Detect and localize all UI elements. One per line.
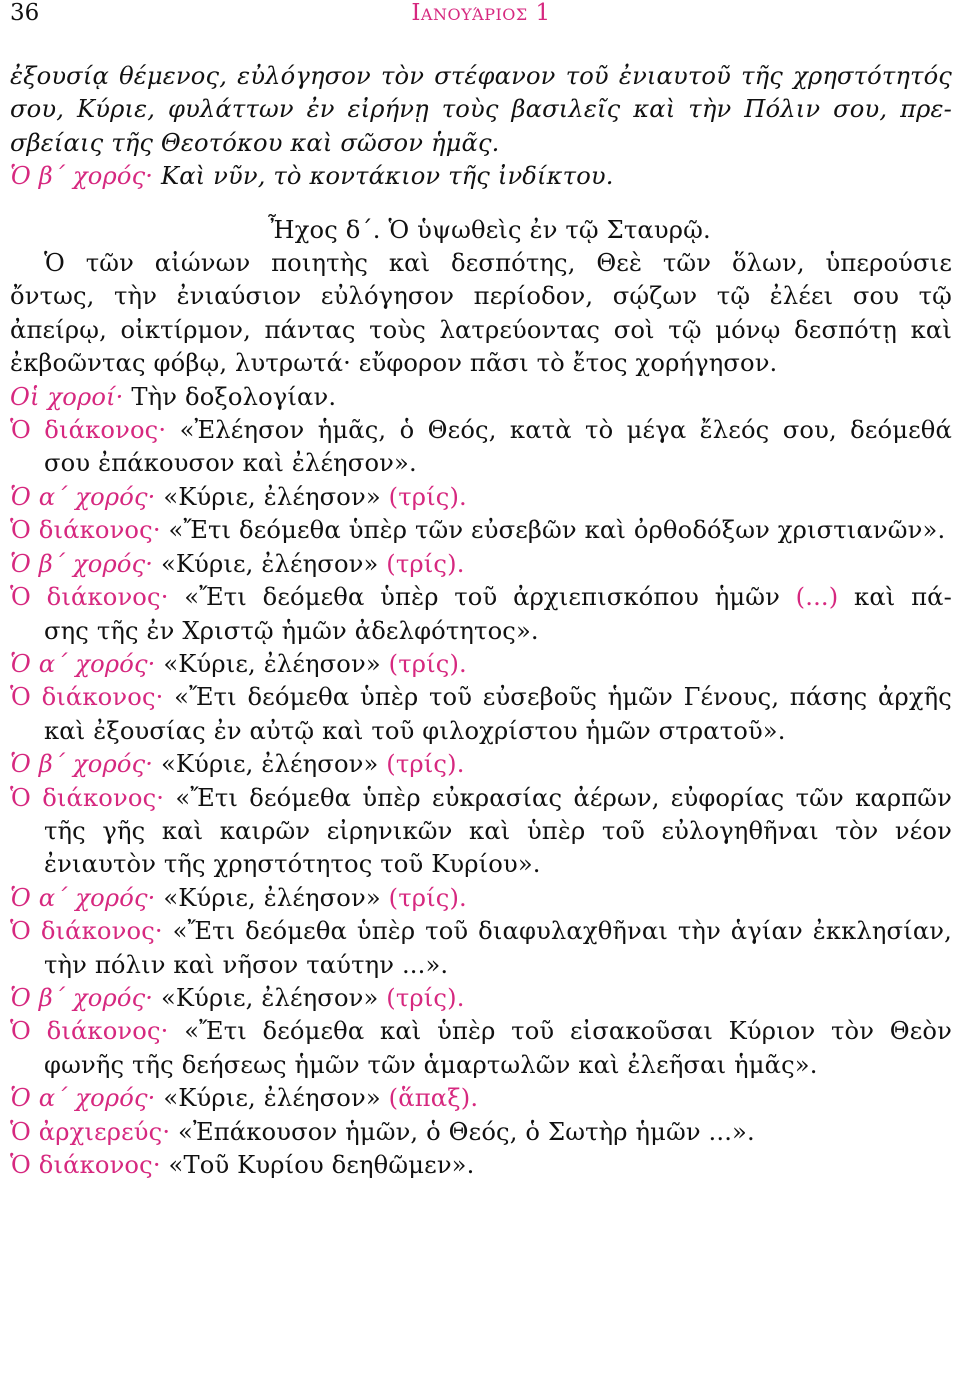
body-text: «Κύριε, ἐλέησον» bbox=[163, 1084, 389, 1113]
rubric-text: (τρίς). bbox=[388, 649, 467, 678]
rubric-text: Ὁ β΄ χορός· bbox=[10, 162, 161, 191]
body-text: Τὴν δοξολογίαν. bbox=[131, 382, 337, 411]
text-line bbox=[10, 648, 952, 681]
rubric-text: (τρίς). bbox=[386, 750, 465, 779]
text-line bbox=[10, 381, 952, 414]
text-line bbox=[10, 93, 952, 126]
text-line bbox=[10, 681, 952, 714]
body-text: «Ἔτι δεόμεθα ὑπὲρ τοῦ διαφυλαχθῆναι τὴν ἁγίαν ἐκκλησίαν, bbox=[172, 917, 952, 946]
text-line bbox=[10, 748, 952, 781]
text-line bbox=[10, 949, 952, 982]
body-text: τῆς γῆς καὶ καιρῶν εἰρηνικῶν καὶ ὑπὲρ τοῦ εὐλογηθῆναι τὸν νέον bbox=[44, 816, 952, 845]
rubric-text: (ἅπαξ). bbox=[388, 1084, 479, 1113]
body-text: «Κύριε, ἐλέησον» bbox=[163, 482, 389, 511]
rubric-text: Ὁ διάκονος· bbox=[10, 917, 173, 946]
body-text: φωνῆς τῆς δεήσεως ἡμῶν τῶν ἁμαρτωλῶν καὶ ἐλεῆσαι ἡμᾶς». bbox=[44, 1050, 818, 1079]
body-text: ἐνιαυτὸν τῆς χρηστότητος τοῦ Κυρίου». bbox=[44, 850, 541, 879]
body-text: καὶ ἐξουσίας ἐν αὐτῷ καὶ τοῦ φιλοχρίστου ἡμῶν στρατοῦ». bbox=[44, 716, 786, 745]
body-text: ἐκβοῶντας φόβῳ, λυτρωτά· εὔφορον πᾶσι τὸ ἔτος χορήγησον. bbox=[10, 349, 778, 378]
rubric-text: Ὁ διάκονος· bbox=[10, 783, 176, 812]
rubric-text: Ὁ β΄ χορός· bbox=[10, 750, 161, 779]
rubric-text: Ὁ ἀρχιερεύς· bbox=[10, 1117, 179, 1146]
text-line bbox=[10, 1049, 952, 1082]
text-line bbox=[10, 915, 952, 948]
text-line bbox=[10, 447, 952, 480]
rubric-text: Ὁ β΄ χορός· bbox=[10, 983, 161, 1012]
body-text: «Ἔτι δεόμεθα ὑπὲρ τοῦ εὐσεβοῦς ἡμῶν Γένους, πάσης ἀρχῆς bbox=[174, 683, 952, 712]
body-text: καὶ πά- bbox=[838, 583, 952, 612]
body-text: Καὶ νῦν, τὸ κοντάκιον τῆς ἰνδίκτου. bbox=[160, 162, 614, 191]
text-line bbox=[10, 347, 952, 380]
rubric-text: Ὁ α΄ χορός· bbox=[10, 649, 164, 678]
text-line bbox=[10, 280, 952, 313]
body-text: τὴν πόλιν καὶ νῆσον ταύτην ...». bbox=[44, 950, 449, 979]
text-line bbox=[10, 514, 952, 547]
text-line bbox=[10, 882, 952, 915]
body-text: ὄντως, τὴν ἐνιαύσιον εὐλόγησον περίοδον, σῴζων τῷ ἐλέει σου τῷ bbox=[10, 282, 952, 311]
body-text: σου, Κύριε, φυλάττων ἐν εἰρήνῃ τοὺς βασιλεῖς καὶ τὴν Πόλιν σου, πρε- bbox=[10, 95, 952, 124]
text-line bbox=[10, 848, 952, 881]
text-line bbox=[10, 481, 952, 514]
text-line bbox=[10, 414, 952, 447]
rubric-text: (...) bbox=[795, 583, 839, 612]
text-line bbox=[10, 615, 952, 648]
text-line bbox=[10, 815, 952, 848]
body-text: «Ἔτι δεόμεθα ὑπὲρ τῶν εὐσεβῶν καὶ ὀρθοδόξων χριστιανῶν». bbox=[168, 516, 946, 545]
text-line bbox=[10, 1149, 952, 1182]
text-line bbox=[10, 982, 952, 1015]
rubric-text: Ὁ διάκονος· bbox=[10, 516, 169, 545]
text-line bbox=[10, 314, 952, 347]
body-text: «Ἐπάκουσον ἡμῶν, ὁ Θεός, ὁ Σωτὴρ ἡμῶν ...». bbox=[178, 1117, 755, 1146]
body-text: «Κύριε, ἐλέησον» bbox=[160, 549, 387, 578]
body-text: «Κύριε, ἐλέησον» bbox=[160, 750, 387, 779]
text-line bbox=[10, 715, 952, 748]
rubric-text: (τρίς). bbox=[388, 883, 467, 912]
body-text: «Ἐλέησον ἡμᾶς, ὁ Θεός, κατὰ τὸ μέγα ἔλεός σου, δεόμεθά bbox=[179, 416, 952, 445]
rubric-text: Ὁ β΄ χορός· bbox=[10, 549, 161, 578]
text-line bbox=[10, 1015, 952, 1048]
body-text: Ἦχος δ΄. Ὁ ὑψωθεὶς ἐν τῷ Σταυρῷ. bbox=[268, 215, 711, 244]
body-text: «Κύριε, ἐλέησον» bbox=[160, 983, 387, 1012]
text-body bbox=[10, 60, 952, 1182]
text-line bbox=[10, 127, 952, 160]
text-line bbox=[10, 1082, 952, 1115]
body-text: «Κύριε, ἐλέησον» bbox=[163, 883, 389, 912]
rubric-text: (τρίς). bbox=[388, 482, 467, 511]
body-text: σβείαις τῆς Θεοτόκου καὶ σῶσον ἡμᾶς. bbox=[10, 128, 500, 157]
page-header bbox=[10, 0, 952, 26]
body-text: «Τοῦ Κυρίου δεηθῶμεν». bbox=[168, 1151, 475, 1179]
text-line bbox=[10, 247, 952, 280]
paragraph-gap bbox=[10, 194, 952, 214]
text-line bbox=[10, 214, 952, 247]
text-line bbox=[10, 548, 952, 581]
text-line bbox=[10, 581, 952, 614]
rubric-text: Ὁ διάκονος· bbox=[10, 1151, 169, 1179]
body-text: ἀπείρῳ, οἰκτίρμον, πάντας τοὺς λατρεύοντας σοὶ τῷ μόνῳ δεσπότῃ καὶ bbox=[10, 315, 952, 344]
body-text: σης τῆς ἐν Χριστῷ ἡμῶν ἀδελφότητος». bbox=[44, 616, 539, 645]
body-text: «Ἔτι δεόμεθα ὑπὲρ εὐκρασίας ἀέρων, εὐφορίας τῶν καρπῶν bbox=[175, 783, 952, 812]
text-line bbox=[10, 160, 952, 193]
rubric-text: Ὁ α΄ χορός· bbox=[10, 1084, 164, 1113]
text-line bbox=[10, 60, 952, 93]
text-line bbox=[10, 1116, 952, 1149]
rubric-text: (τρίς). bbox=[386, 983, 465, 1012]
running-title: Ιανουάριος 1 bbox=[411, 0, 551, 26]
rubric-text: Ὁ α΄ χορός· bbox=[10, 482, 164, 511]
body-text: Ὁ τῶν αἰώνων ποιητὴς καὶ δεσπότης, Θεὲ τῶν ὅλων, ὑπερούσιε bbox=[44, 249, 952, 278]
page-number: 36 bbox=[10, 0, 40, 26]
body-text: «Κύριε, ἐλέησον» bbox=[163, 649, 389, 678]
rubric-text: (τρίς). bbox=[386, 549, 465, 578]
body-text: «Ἔτι δεόμεθα καὶ ὑπὲρ τοῦ εἰσακοῦσαι Κύριον τὸν Θεὸν bbox=[184, 1017, 952, 1046]
body-text: ἐξουσίᾳ θέμενος, εὐλόγησον τὸν στέφανον τοῦ ἐνιαυτοῦ τῆς χρηστότητός bbox=[10, 62, 952, 90]
body-text: σου ἐπάκουσον καὶ ἐλέησον». bbox=[44, 449, 417, 478]
rubric-text: Ὁ διάκονος· bbox=[10, 683, 175, 712]
rubric-text: Ὁ διάκονος· bbox=[10, 1017, 185, 1046]
rubric-text: Ὁ διάκονος· bbox=[10, 416, 180, 445]
body-text: «Ἔτι δεόμεθα ὑπὲρ τοῦ ἀρχιεπισκόπου ἡμῶν bbox=[184, 583, 796, 612]
rubric-text: Οἱ χοροί· bbox=[10, 382, 132, 411]
rubric-text: Ὁ διάκονος· bbox=[10, 583, 185, 612]
text-line bbox=[10, 782, 952, 815]
rubric-text: Ὁ α΄ χορός· bbox=[10, 883, 164, 912]
